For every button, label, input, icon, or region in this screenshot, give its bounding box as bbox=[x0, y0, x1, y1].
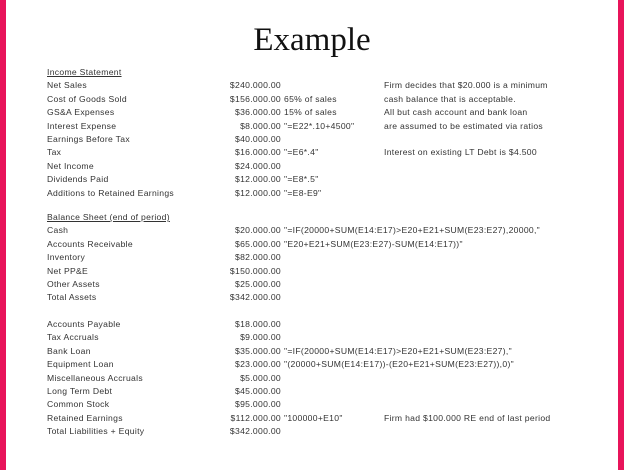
row-label: Long Term Debt bbox=[47, 385, 113, 396]
row-note: cash balance that is acceptable. bbox=[384, 93, 516, 104]
row-label: Total Assets bbox=[47, 292, 97, 303]
row-formula: "E20+E21+SUM(E23:E27)-SUM(E14:E17))" bbox=[284, 238, 463, 249]
row-amount: $112.000.00 bbox=[230, 412, 281, 423]
row-label: Earnings Before Tax bbox=[47, 133, 130, 144]
page-title: Example bbox=[253, 22, 371, 58]
row-amount: $12.000.00 bbox=[234, 187, 281, 198]
row-formula: "=E8-E9" bbox=[284, 187, 322, 198]
table-row bbox=[47, 79, 607, 92]
row-amount: $40.000.00 bbox=[234, 133, 281, 144]
balance-sheet-liabilities bbox=[47, 318, 607, 439]
table-row bbox=[47, 385, 607, 398]
row-formula: "=IF(20000+SUM(E14:E17)>E20+E21+SUM(E23:E27),20000," bbox=[284, 225, 541, 236]
right-border bbox=[618, 0, 624, 470]
balance-sheet-assets bbox=[47, 211, 607, 305]
table-row bbox=[47, 160, 607, 173]
left-border bbox=[0, 0, 6, 470]
table-row bbox=[47, 398, 607, 411]
row-label: Common Stock bbox=[47, 399, 110, 410]
row-label: Dividends Paid bbox=[47, 174, 109, 185]
row-formula: 65% of sales bbox=[284, 93, 337, 104]
table-row bbox=[47, 146, 607, 159]
row-label: Retained Earnings bbox=[47, 412, 123, 423]
row-amount: $23.000.00 bbox=[234, 359, 281, 370]
row-amount: $150.000.00 bbox=[229, 265, 281, 276]
row-label: GS&A Expenses bbox=[47, 107, 115, 118]
row-label: Total Liabilities + Equity bbox=[47, 426, 145, 437]
table-row bbox=[47, 251, 607, 264]
table-row bbox=[47, 187, 607, 200]
row-amount: $65.000.00 bbox=[234, 238, 281, 249]
table-row bbox=[47, 133, 607, 146]
row-note: All but cash account and bank loan bbox=[384, 107, 528, 118]
row-label: Accounts Receivable bbox=[47, 238, 133, 249]
table-row bbox=[47, 358, 607, 371]
row-amount: $8.000.00 bbox=[240, 120, 281, 131]
row-amount: $35.000.00 bbox=[234, 345, 281, 356]
table-row bbox=[47, 278, 607, 291]
table-row bbox=[47, 224, 607, 237]
table-row bbox=[47, 412, 607, 425]
section-heading: Balance Sheet (end of period) bbox=[47, 212, 170, 222]
row-amount: $18.000.00 bbox=[234, 319, 281, 329]
table-row bbox=[47, 120, 607, 133]
row-label: Miscellaneous Accruals bbox=[47, 372, 143, 383]
row-label: Interest Expense bbox=[47, 120, 117, 131]
table-row bbox=[47, 238, 607, 251]
table-row bbox=[47, 291, 607, 304]
table-row bbox=[47, 425, 607, 438]
row-label: Inventory bbox=[47, 252, 86, 263]
row-formula: 15% of sales bbox=[284, 107, 337, 118]
row-amount: $16.000.00 bbox=[234, 147, 281, 158]
row-label: Net Income bbox=[47, 160, 94, 171]
row-label: Cost of Goods Sold bbox=[47, 93, 127, 104]
table-row bbox=[47, 345, 607, 358]
row-label: Accounts Payable bbox=[47, 319, 121, 329]
row-amount: $156.000.00 bbox=[229, 93, 281, 104]
row-label: Bank Loan bbox=[47, 345, 91, 356]
table-row bbox=[47, 265, 607, 278]
row-amount: $95.000.00 bbox=[234, 399, 281, 410]
row-formula: "=IF(20000+SUM(E14:E17)>E20+E21+SUM(E23:E27)," bbox=[284, 345, 512, 356]
row-label: Equipment Loan bbox=[47, 359, 114, 370]
table-row bbox=[47, 331, 607, 344]
section-heading: Income Statement bbox=[47, 67, 122, 77]
row-formula: "=E22*.10+4500" bbox=[284, 120, 355, 131]
row-amount: $5.000.00 bbox=[240, 372, 281, 383]
row-amount: $25.000.00 bbox=[234, 278, 281, 289]
table-row bbox=[47, 106, 607, 119]
row-amount: $45.000.00 bbox=[234, 385, 281, 396]
row-amount: $24.000.00 bbox=[234, 160, 281, 171]
row-formula: "=E6*.4" bbox=[284, 147, 319, 158]
row-label: Tax bbox=[47, 147, 62, 158]
row-label: Net PP&E bbox=[47, 265, 89, 276]
row-note: Interest on existing LT Debt is $4.500 bbox=[384, 147, 537, 158]
table-row bbox=[47, 318, 607, 331]
row-amount: $12.000.00 bbox=[234, 174, 281, 185]
row-note: Firm decides that $20.000 is a minimum bbox=[384, 80, 548, 91]
row-note: are assumed to be estimated via ratios bbox=[384, 120, 543, 131]
income-statement bbox=[47, 66, 607, 200]
row-formula: "100000+E10" bbox=[284, 412, 343, 423]
row-amount: $240.000.00 bbox=[229, 80, 281, 91]
row-amount: $82.000.00 bbox=[234, 252, 281, 263]
row-label: Cash bbox=[47, 225, 69, 236]
table-row bbox=[47, 173, 607, 186]
row-amount: $9.000.00 bbox=[240, 332, 281, 343]
row-amount: $36.000.00 bbox=[234, 107, 281, 118]
row-note: Firm had $100.000 RE end of last period bbox=[384, 412, 551, 423]
row-label: Tax Accruals bbox=[47, 332, 99, 343]
row-label: Other Assets bbox=[47, 278, 100, 289]
row-amount: $20.000.00 bbox=[234, 225, 281, 236]
row-formula: "=E8*.5" bbox=[284, 174, 319, 185]
row-amount: $342.000.00 bbox=[229, 426, 281, 437]
row-label: Additions to Retained Earnings bbox=[47, 187, 175, 198]
row-amount: $342.000.00 bbox=[229, 292, 281, 303]
table-row bbox=[47, 93, 607, 106]
row-formula: "(20000+SUM(E14:E17))-(E20+E21+SUM(E23:E27)),0)" bbox=[284, 359, 514, 370]
row-label: Net Sales bbox=[47, 80, 87, 91]
table-row bbox=[47, 372, 607, 385]
